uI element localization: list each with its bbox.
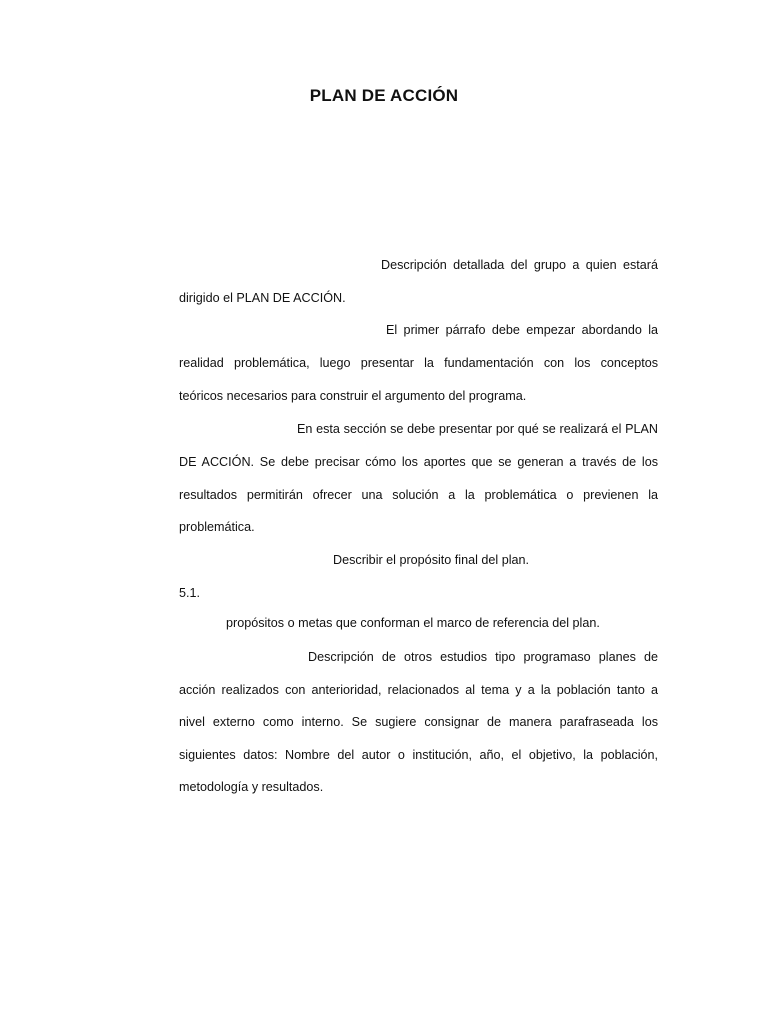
text-line: Describir el propósito final del plan. [333,553,530,567]
text-line: problemática. [179,520,255,534]
text-line: nivel externo como interno. Se sugiere consignar de manera parafraseada los [179,715,658,729]
section-number: 5.1. [179,586,201,600]
document-title: PLAN DE ACCIÓN [309,86,459,105]
text-line: dirigido el PLAN DE ACCIÓN. [179,291,346,305]
text-line: realidad problemática, luego presentar la fundamentación con los conceptos [179,356,658,370]
text-line: DE ACCIÓN. Se debe precisar cómo los aportes que se generan a través de los [179,455,658,469]
text-line: acción realizados con anterioridad, relacionados al tema y a la población tanto a [179,683,658,697]
text-line: Descripción de otros estudios tipo programaso planes de [308,650,658,664]
text-line: En esta sección se debe presentar por qué se realizará el PLAN [297,422,658,436]
text-line: resultados permitirán ofrecer una solución a la problemática o previenen la [179,488,658,502]
text-line: metodología y resultados. [179,780,324,794]
text-line: propósitos o metas que conforman el marco de referencia del plan. [226,616,600,630]
text-line: Descripción detallada del grupo a quien estará [381,258,658,272]
text-line: siguientes datos: Nombre del autor o institución, año, el objetivo, la población, [179,748,658,762]
text-line: teóricos necesarios para construir el argumento del programa. [179,389,527,403]
text-line: El primer párrafo debe empezar abordando la [386,323,658,337]
